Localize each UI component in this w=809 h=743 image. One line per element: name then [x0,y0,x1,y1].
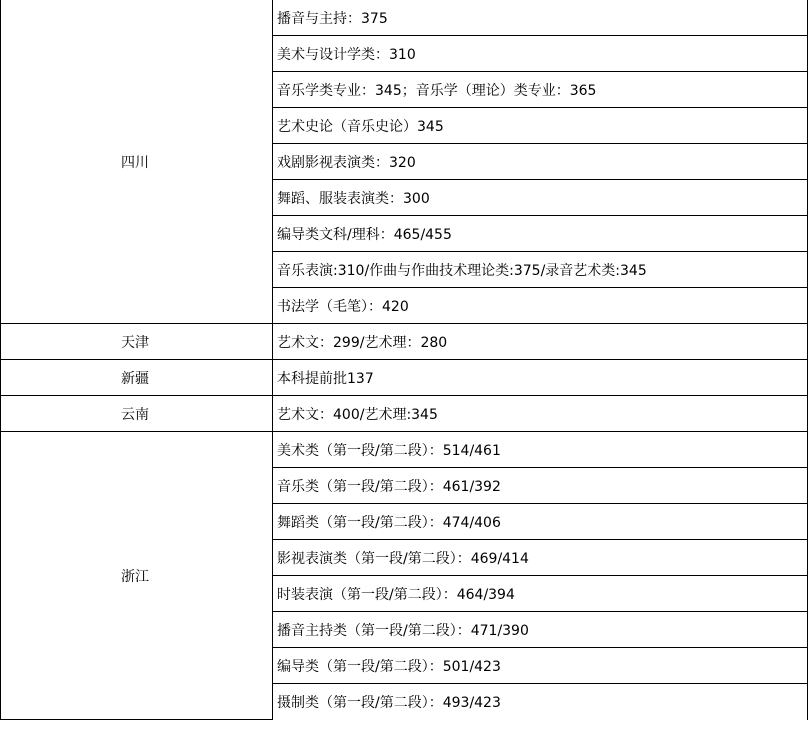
score-cell: 书法学（毛笔）：420 [273,288,808,324]
score-cell: 播音与主持：375 [273,0,808,36]
table-row [1,0,808,36]
score-cell: 音乐类（第一段/第二段）：461/392 [273,468,808,504]
region-cell-sichuan: 四川 [1,0,273,324]
region-cell-yunnan: 云南 [1,396,273,432]
region-cell-tianjin: 天津 [1,324,273,360]
score-cell: 影视表演类（第一段/第二段）：469/414 [273,540,808,576]
score-cell: 本科提前批137 [273,360,808,396]
score-cell: 编导类文科/理科：465/455 [273,216,808,252]
table-row [1,432,808,468]
score-cell: 音乐表演:310/作曲与作曲技术理论类:375/录音艺术类:345 [273,252,808,288]
region-cell-zhejiang: 浙江 [1,432,273,720]
score-cell: 摄制类（第一段/第二段）：493/423 [273,684,808,720]
score-cell: 美术与设计学类：310 [273,36,808,72]
score-cell: 音乐学类专业：345；音乐学（理论）类专业：365 [273,72,808,108]
score-cell: 播音主持类（第一段/第二段）：471/390 [273,612,808,648]
region-cell-xinjiang: 新疆 [1,360,273,396]
score-cell: 舞蹈、服装表演类：300 [273,180,808,216]
score-cell: 艺术史论（音乐史论）345 [273,108,808,144]
score-cell: 舞蹈类（第一段/第二段）：474/406 [273,504,808,540]
table-row [1,324,808,360]
score-cell: 时装表演（第一段/第二段）：464/394 [273,576,808,612]
score-table-body [1,0,808,720]
score-cell: 艺术文：299/艺术理：280 [273,324,808,360]
score-cell: 编导类（第一段/第二段）：501/423 [273,648,808,684]
score-cell: 美术类（第一段/第二段）：514/461 [273,432,808,468]
score-cell: 艺术文：400/艺术理:345 [273,396,808,432]
table-row [1,396,808,432]
score-cell: 戏剧影视表演类：320 [273,144,808,180]
table-row [1,360,808,396]
